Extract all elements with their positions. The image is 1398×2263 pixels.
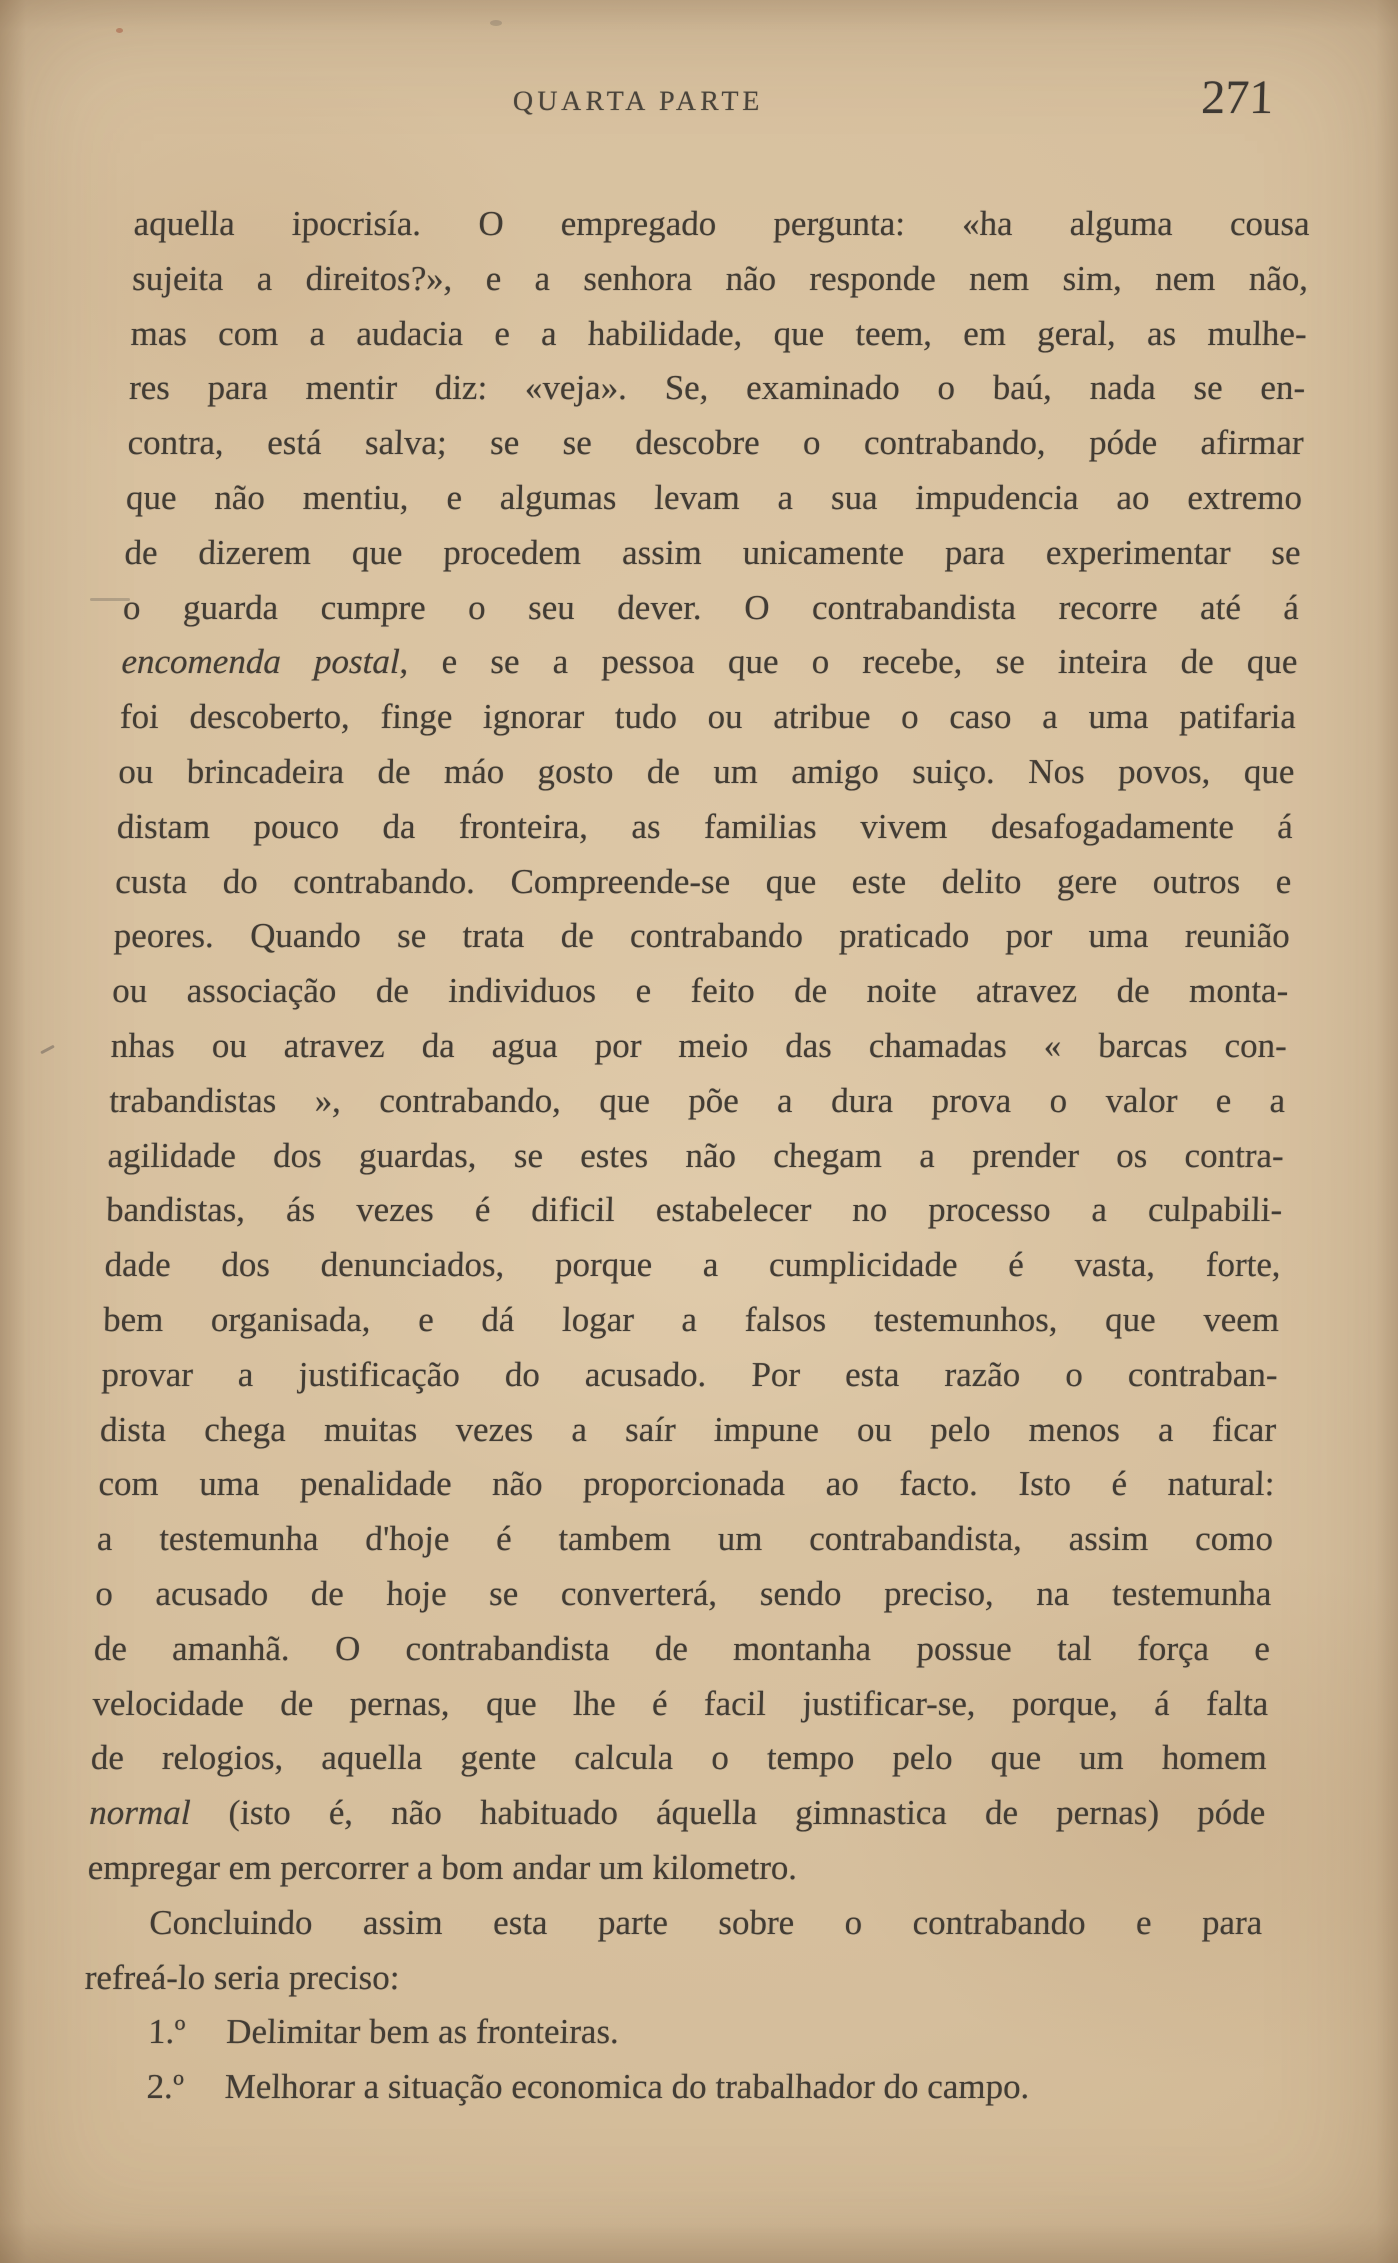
- text-segment: encomenda postal: [120, 642, 401, 682]
- text-segment: velocidade de pernas, que lhe é facil justificar-se, porque, á falta: [91, 1683, 1269, 1723]
- text-segment: trabandistas », contrabando, que põe a dura prova o valor e a: [108, 1080, 1286, 1120]
- text-line: [113, 909, 1291, 964]
- running-title: QUARTA PARTE: [512, 86, 764, 117]
- text-segment: de dizerem que procedem assim unicamente para experimentar se: [124, 532, 1302, 572]
- text-segment: refreá-lo seria preciso:: [84, 1957, 401, 1997]
- text-segment: a testemunha d'hoje é tambem um contrabandista, assim como: [96, 1519, 1274, 1559]
- text-segment: mas com a audacia e a habilidade, que teem, em geral, as mulhe-: [130, 313, 1308, 353]
- text-segment: bandistas, ás vezes é dificil estabelecer no processo a culpabili-: [105, 1190, 1283, 1230]
- text-segment: , e se a pessoa que o recebe, se inteira de que: [399, 642, 1299, 682]
- text-segment: foi descoberto, finge ignorar tudo ou atribue o caso a uma patifaria: [119, 697, 1297, 737]
- text-line: [104, 1238, 1282, 1293]
- text-line: [95, 1567, 1273, 1622]
- text-segment: dade dos denunciados, porque a cumplicidade é vasta, forte,: [104, 1245, 1282, 1285]
- list-item: [81, 2060, 1259, 2115]
- text-line: [84, 1951, 1262, 2006]
- text-segment: que não mentiu, e algumas levam a sua impudencia ao extremo: [125, 477, 1303, 517]
- text-segment: custa do contrabando. Compreende-se que este delito gere outros e: [114, 861, 1292, 901]
- list-item-number: 1.º: [147, 2012, 186, 2052]
- text-segment: bem organisada, e dá logar a falsos testemunhos, que veem: [102, 1299, 1280, 1339]
- text-line: [93, 1622, 1271, 1677]
- text-segment: peores. Quando se trata de contrabando praticado por uma reunião: [113, 916, 1291, 956]
- text-segment: Concluindo assim esta parte sobre o contrabando e para: [148, 1902, 1263, 1942]
- text-segment: de relogios, aquella gente calcula o tempo pelo que um homem: [90, 1738, 1268, 1778]
- text-line: [125, 471, 1303, 526]
- text-line: [110, 1019, 1288, 1074]
- paragraph-concluindo: [84, 1896, 1263, 2006]
- page-number: 271: [1200, 71, 1275, 124]
- text-segment: aquella ipocrisía. O empregado pergunta: «ha alguma cousa: [133, 204, 1311, 243]
- text-line: [102, 1293, 1280, 1348]
- text-segment: ou brincadeira de máo gosto de um amigo suiço. Nos povos, que: [117, 751, 1295, 791]
- text-segment: contra, está salva; se se descobre o contrabando, póde afirmar: [127, 423, 1305, 463]
- text-segment: de amanhã. O contrabandista de montanha possue tal força e: [93, 1628, 1271, 1668]
- text-line: [87, 1841, 1265, 1896]
- text-line: [130, 307, 1308, 362]
- text-segment: o acusado de hoje se converterá, sendo preciso, na testemunha: [94, 1573, 1273, 1613]
- text-line: [118, 745, 1296, 800]
- text-segment: res para mentir diz: «veja». Se, examinado o baú, nada se en-: [128, 368, 1306, 408]
- text-segment: nhas ou atravez da agua por meio das chamadas « barcas con-: [110, 1025, 1288, 1065]
- text-line: [133, 197, 1311, 252]
- text-segment: provar a justificação do acusado. Por esta razão o contraban-: [101, 1354, 1279, 1394]
- text-line: [92, 1677, 1270, 1732]
- text-line: [127, 416, 1305, 471]
- text-segment: sujeita a direitos?», e a senhora não responde nem sim, nem não,: [131, 258, 1309, 298]
- text-line: [86, 1896, 1264, 1951]
- text-segment: ou associação de individuos e feito de noite atravez de monta-: [111, 971, 1289, 1011]
- text-line: [115, 855, 1293, 910]
- text-line: [90, 1731, 1268, 1786]
- text-line: [124, 526, 1302, 581]
- text-line: [98, 1457, 1276, 1512]
- text-line: [89, 1786, 1267, 1841]
- text-line: [99, 1403, 1277, 1458]
- text-line: [122, 581, 1300, 636]
- text-line: [119, 690, 1297, 745]
- paragraph-contrabando: [87, 197, 1310, 1896]
- text-segment: o guarda cumpre o seu dever. O contrabandista recorre até á: [122, 587, 1300, 627]
- page-body: [81, 197, 1311, 2115]
- text-segment: (isto é, não habituado áquella gimnastica de pernas) póde: [189, 1793, 1266, 1833]
- text-line: [107, 1129, 1285, 1184]
- text-segment: distam pouco da fronteira, as familias vivem desafogadamente á: [116, 806, 1294, 846]
- list-item-text: Delimitar bem as fronteiras.: [225, 2012, 620, 2052]
- list-item-number: 2.º: [146, 2067, 185, 2107]
- text-line: [116, 800, 1294, 855]
- text-line: [121, 635, 1299, 690]
- text-line: [108, 1074, 1286, 1129]
- text-segment: agilidade dos guardas, se estes não chegam a prender os contra-: [107, 1135, 1285, 1175]
- text-segment: dista chega muitas vezes a saír impune ou pelo menos a ficar: [99, 1409, 1277, 1449]
- text-segment: empregar em percorrer a bom andar um kilometro.: [87, 1847, 798, 1887]
- text-line: [105, 1183, 1283, 1238]
- text-line: [128, 361, 1306, 416]
- text-segment: com uma penalidade não proporcionada ao facto. Isto é natural:: [98, 1464, 1276, 1504]
- list-item: [82, 2005, 1260, 2060]
- text-line: [96, 1512, 1274, 1567]
- text-segment: normal: [88, 1793, 192, 1833]
- text-line: [131, 252, 1309, 307]
- list-item-text: Melhorar a situação economica do trabalhador do campo.: [224, 2067, 1030, 2107]
- text-line: [112, 964, 1290, 1019]
- text-line: [101, 1348, 1279, 1403]
